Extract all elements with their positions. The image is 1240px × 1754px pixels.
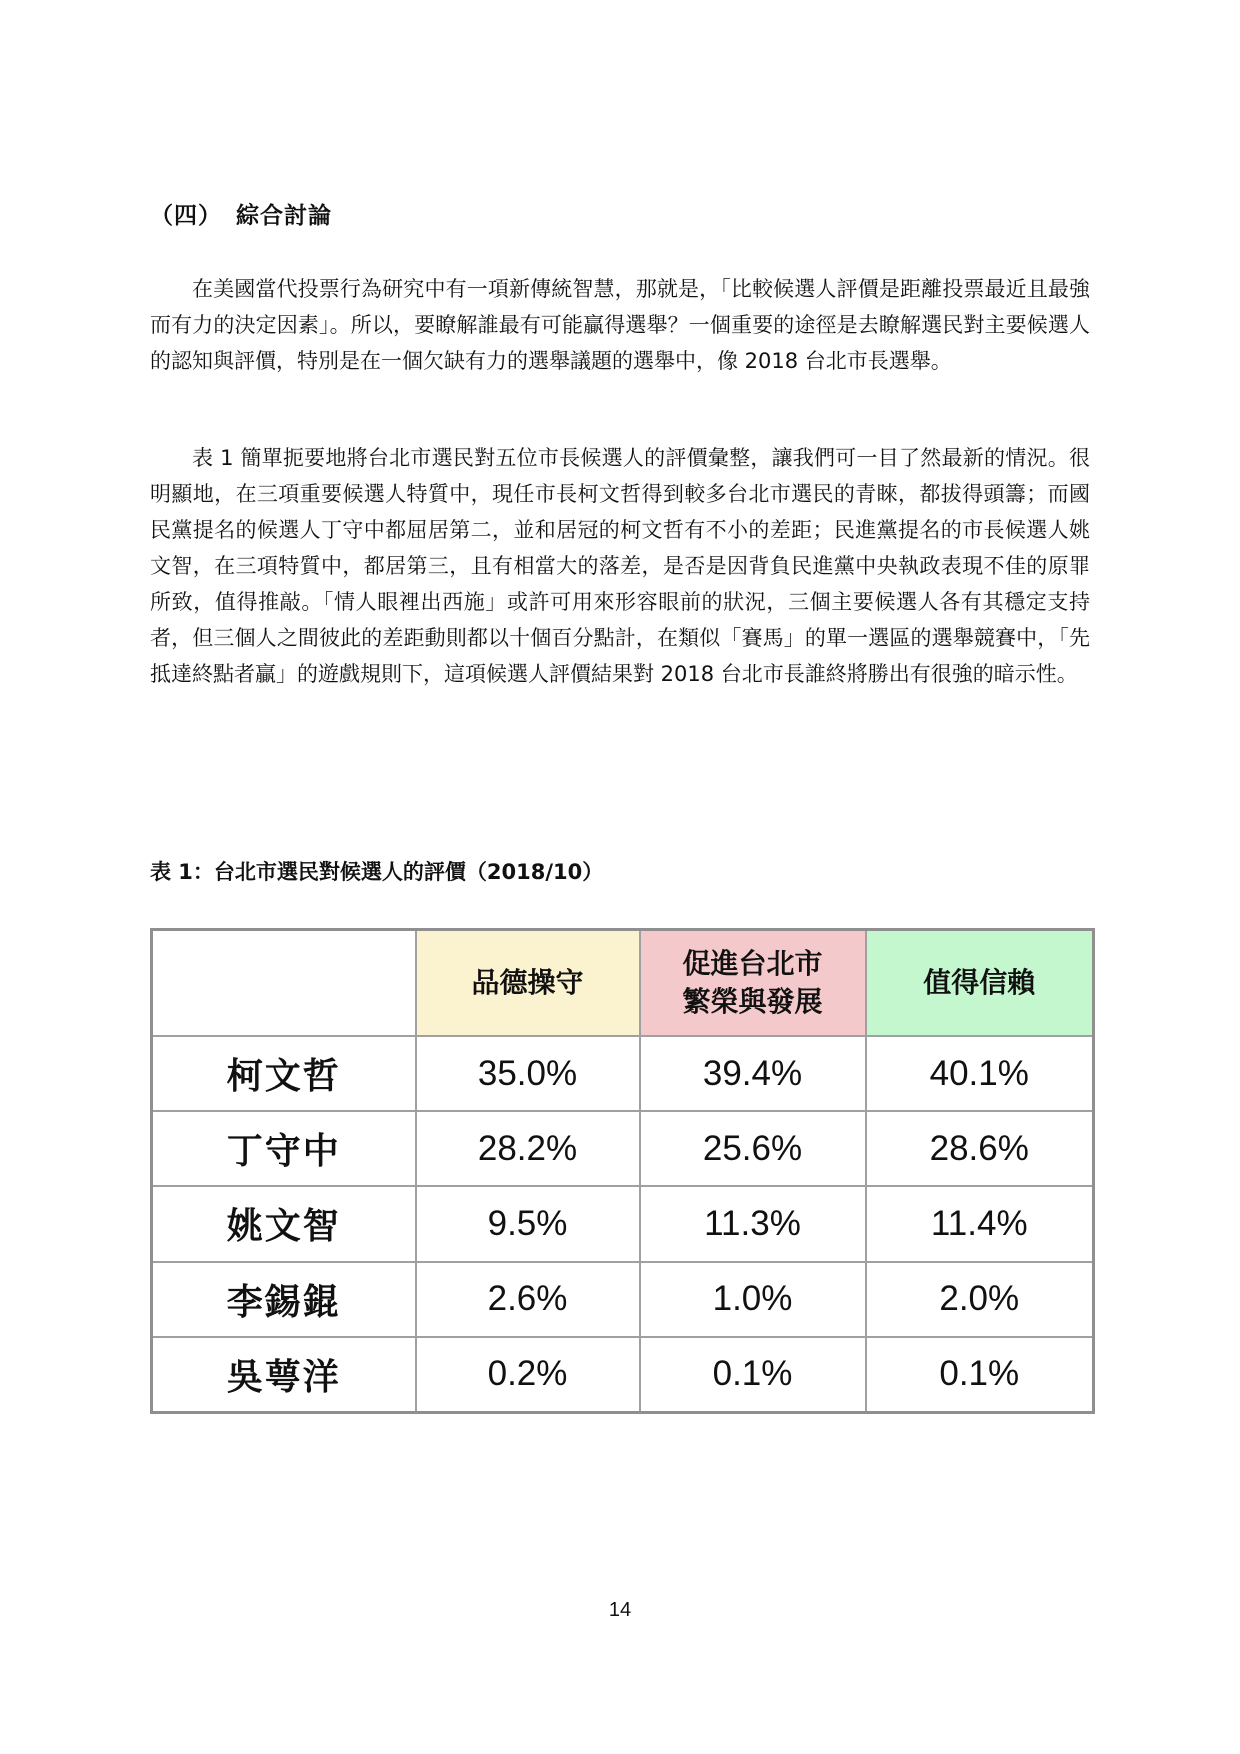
table-header-row [152,930,1094,1037]
table-caption: 表 1：台北市選民對候選人的評價（2018/10） [150,860,604,884]
table-cell: 0.1% [640,1337,866,1413]
table-cell: 28.6% [866,1111,1094,1186]
table-cell: 39.4% [640,1036,866,1111]
section-title: 綜合討論 [236,203,332,229]
table-row [152,1111,1094,1186]
table-row [152,1186,1094,1261]
section-number: （四） [150,203,222,229]
table-cell: 2.6% [416,1262,640,1337]
candidate-name: 吳萼洋 [152,1337,416,1413]
header-empty-cell [152,930,416,1037]
candidate-evaluation-table [150,928,1095,1414]
table-cell: 28.2% [416,1111,640,1186]
table-cell: 1.0% [640,1262,866,1337]
header-integrity [416,930,640,1037]
header-prosperity-label-line1: 促進台北市 [682,947,823,980]
candidate-name: 柯文哲 [152,1036,416,1111]
candidate-name: 李錫錕 [152,1262,416,1337]
table-cell: 40.1% [866,1036,1094,1111]
table-row [152,1262,1094,1337]
table-cell: 25.6% [640,1111,866,1186]
candidate-name: 丁守中 [152,1111,416,1186]
table-cell: 9.5% [416,1186,640,1261]
candidate-name: 姚文智 [152,1186,416,1261]
header-integrity-label: 品德操守 [471,966,584,999]
table-cell: 0.2% [416,1337,640,1413]
header-prosperity-label-line2: 繁榮與發展 [682,985,823,1018]
table-cell: 0.1% [866,1337,1094,1413]
table-cell: 35.0% [416,1036,640,1111]
table-row [152,1337,1094,1413]
table-cell: 2.0% [866,1262,1094,1337]
page-number: 14 [608,1599,632,1621]
header-prosperity [640,930,866,1037]
body-paragraph-2: 表 1 簡單扼要地將台北市選民對五位市長候選人的評價彙整，讓我們可一目了然最新的情況。很明顯地，在三項重要候選人特質中，現任市長柯文哲得到較多台北市選民的青睞，都拔得頭籌；而國民黨提名的候選人丁守中都屈居第二，並和居冠的柯文哲有不小的差距；民進黨提名的市長候選人姚文智，在三項特質中，都居第三，且有相當大的落差，是否是因背負民進黨中央執政表現不佳的原罪所致，值得推敲。「情人眼裡出西施」或許可用來形容眼前的狀況，三個主要候選人各有其穩定支持者，但三個人之間彼此的差距動則都以十個百分點計，在類似「賽馬」的單一選區的選舉競賽中，「先抵達終點者贏」的遊戲規則下，這項候選人評價結果對 2018 台北市長誰終將勝出有很強的暗示性。 [150,446,1090,686]
header-trustworthy-label: 值得信賴 [923,966,1036,999]
table-cell: 11.3% [640,1186,866,1261]
table-row [152,1036,1094,1111]
section-heading [150,197,332,230]
header-trustworthy [866,930,1094,1037]
table-cell: 11.4% [866,1186,1094,1261]
body-paragraph-1: 在美國當代投票行為研究中有一項新傳統智慧，那就是，「比較候選人評價是距離投票最近且最強而有力的決定因素」。所以，要瞭解誰最有可能贏得選舉？一個重要的途徑是去瞭解選民對主要候選人的認知與評價，特別是在一個欠缺有力的選舉議題的選舉中，像 2018 台北市長選舉。 [150,277,1090,373]
